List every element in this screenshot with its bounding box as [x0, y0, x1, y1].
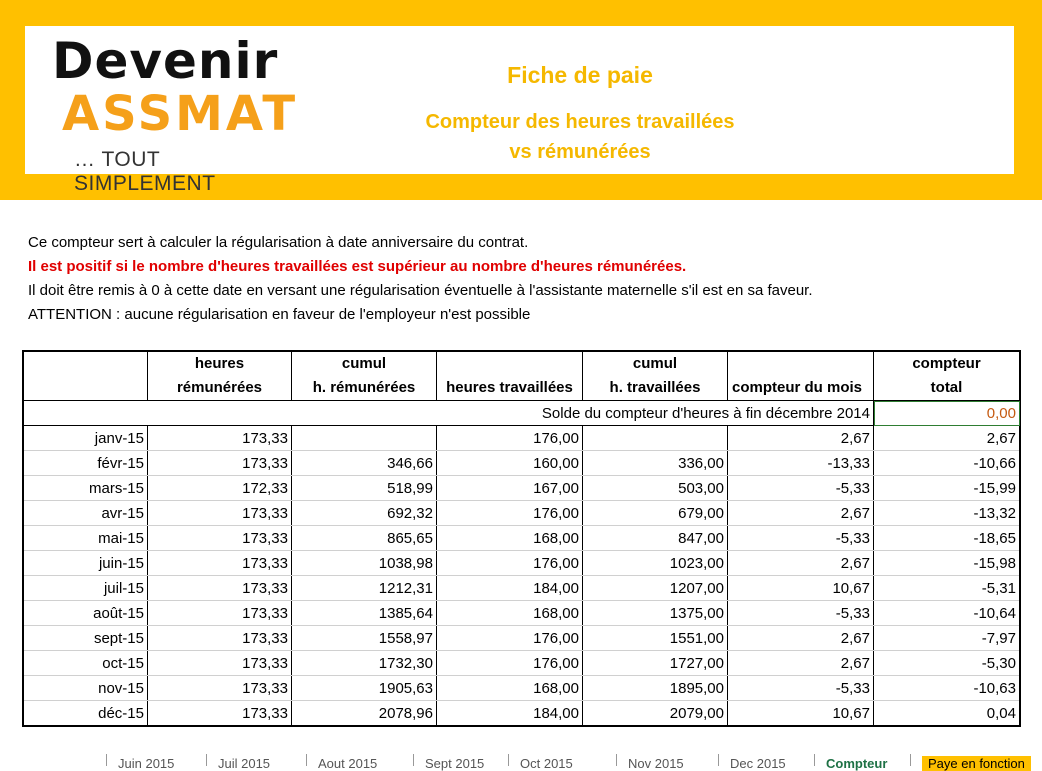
cell-heures-travaillees[interactable]: 168,00	[437, 601, 583, 626]
cell-cumul-remunerees[interactable]: 518,99	[292, 476, 437, 501]
header-banner	[0, 0, 1042, 200]
cell-compteur-total[interactable]: -13,32	[874, 501, 1021, 526]
cell-compteur-total[interactable]: -7,97	[874, 626, 1021, 651]
solde-row	[23, 401, 1020, 426]
header-line-2: total	[930, 379, 963, 396]
sheet-tab[interactable]: Nov 2015	[628, 756, 684, 771]
cell-heures-travaillees[interactable]: 176,00	[437, 426, 583, 451]
cell-compteur-mois[interactable]: -13,33	[728, 451, 874, 476]
table-row	[23, 526, 1020, 551]
cell-heures-travaillees[interactable]: 176,00	[437, 626, 583, 651]
cell-heures-remunerees[interactable]: 173,33	[148, 451, 292, 476]
table-header-row	[23, 351, 1020, 401]
cell-compteur-total[interactable]: -10,64	[874, 601, 1021, 626]
cell-cumul-remunerees[interactable]: 2078,96	[292, 701, 437, 727]
cell-cumul-remunerees[interactable]: 1905,63	[292, 676, 437, 701]
header-line-2: rémunérées	[176, 379, 263, 396]
devenir-assmat-logo	[52, 32, 299, 195]
intro-text	[28, 231, 813, 327]
table-row	[23, 576, 1020, 601]
solde-label-cell[interactable]: Solde du compteur d'heures à fin décembre 2014	[23, 401, 874, 426]
tab-separator	[718, 754, 719, 766]
header-line-2: h. rémunérées	[312, 379, 416, 396]
table-row	[23, 551, 1020, 576]
header-line-1: compteur	[912, 355, 981, 372]
cell-heures-remunerees[interactable]: 173,33	[148, 626, 292, 651]
cell-month[interactable]: oct-15	[23, 651, 148, 676]
cell-compteur-mois[interactable]: 2,67	[728, 426, 874, 451]
header-line-2: h. travaillées	[609, 379, 701, 396]
cell-heures-travaillees[interactable]: 176,00	[437, 501, 583, 526]
cell-cumul-travaillees[interactable]: 336,00	[583, 451, 728, 476]
intro-line-4[interactable]: ATTENTION : aucune régularisation en faveur de l'employeur n'est possible	[28, 306, 531, 323]
solde-value-cell[interactable]: 0,00	[874, 401, 1021, 426]
cell-cumul-travaillees[interactable]: 503,00	[583, 476, 728, 501]
tab-separator	[814, 754, 815, 766]
cell-cumul-remunerees[interactable]: 1212,31	[292, 576, 437, 601]
cell-heures-remunerees[interactable]: 173,33	[148, 551, 292, 576]
cell-cumul-travaillees[interactable]: 1727,00	[583, 651, 728, 676]
tab-separator	[616, 754, 617, 766]
intro-line-1[interactable]: Ce compteur sert à calculer la régularisation à date anniversaire du contrat.	[28, 234, 529, 251]
tab-separator	[508, 754, 509, 766]
cell-heures-remunerees[interactable]: 173,33	[148, 701, 292, 727]
header-cumul-travaillees[interactable]	[583, 351, 728, 401]
cell-compteur-total[interactable]: -15,98	[874, 551, 1021, 576]
cell-cumul-remunerees[interactable]: 346,66	[292, 451, 437, 476]
table-row	[23, 476, 1020, 501]
header-line-1: heures	[194, 355, 245, 372]
logo-tagline: … TOUT SIMPLEMENT	[74, 148, 216, 195]
cell-heures-travaillees[interactable]: 168,00	[437, 676, 583, 701]
table-row	[23, 426, 1020, 451]
subtitle-line-1: Compteur des heures travaillées	[425, 111, 735, 133]
cell-compteur-mois[interactable]: -5,33	[728, 676, 874, 701]
cell-compteur-mois[interactable]: 10,67	[728, 576, 874, 601]
subtitle-line-2: vs rémunérées	[509, 141, 651, 163]
table-row	[23, 651, 1020, 676]
cell-month[interactable]: sept-15	[23, 626, 148, 651]
cell-heures-remunerees[interactable]: 173,33	[148, 426, 292, 451]
cell-month[interactable]: déc-15	[23, 701, 148, 727]
cell-compteur-mois[interactable]: -5,33	[728, 476, 874, 501]
cell-cumul-travaillees[interactable]	[583, 426, 728, 451]
cell-compteur-total[interactable]: -10,66	[874, 451, 1021, 476]
cell-cumul-travaillees[interactable]: 847,00	[583, 526, 728, 551]
tab-separator	[206, 754, 207, 766]
cell-month[interactable]: mai-15	[23, 526, 148, 551]
cell-heures-travaillees[interactable]: 184,00	[437, 701, 583, 727]
cell-compteur-mois[interactable]: 2,67	[728, 626, 874, 651]
cell-heures-remunerees[interactable]: 173,33	[148, 576, 292, 601]
tab-separator	[910, 754, 911, 766]
table-row	[23, 676, 1020, 701]
cell-heures-travaillees[interactable]: 160,00	[437, 451, 583, 476]
cell-compteur-total[interactable]: -10,63	[874, 676, 1021, 701]
sheet-tab[interactable]: Juil 2015	[218, 756, 271, 771]
header-cumul-remunerees[interactable]	[292, 351, 437, 401]
cell-heures-remunerees[interactable]: 172,33	[148, 476, 292, 501]
cell-heures-travaillees[interactable]: 176,00	[437, 551, 583, 576]
cell-cumul-remunerees[interactable]	[292, 426, 437, 451]
sheet-tab[interactable]: Aout 2015	[318, 756, 378, 771]
cell-heures-remunerees[interactable]: 173,33	[148, 501, 292, 526]
cell-cumul-travaillees[interactable]: 679,00	[583, 501, 728, 526]
cell-month[interactable]: nov-15	[23, 676, 148, 701]
cell-cumul-travaillees[interactable]: 1895,00	[583, 676, 728, 701]
table-row	[23, 626, 1020, 651]
cell-compteur-mois[interactable]: 2,67	[728, 651, 874, 676]
header-line-1: cumul	[632, 355, 678, 372]
header-heures-remunerees[interactable]	[148, 351, 292, 401]
cell-cumul-travaillees[interactable]: 1551,00	[583, 626, 728, 651]
header-compteur-total[interactable]	[874, 351, 1021, 401]
sheet-tab[interactable]: Compteur	[826, 756, 888, 771]
cell-heures-remunerees[interactable]: 173,33	[148, 526, 292, 551]
cell-cumul-remunerees[interactable]: 865,65	[292, 526, 437, 551]
cell-cumul-travaillees[interactable]: 1023,00	[583, 551, 728, 576]
logo-text-assmat: ASSMAT	[62, 86, 299, 142]
table-row	[23, 501, 1020, 526]
cell-compteur-mois[interactable]: 10,67	[728, 701, 874, 727]
cell-month[interactable]: juil-15	[23, 576, 148, 601]
table-body	[23, 426, 1020, 727]
cell-cumul-travaillees[interactable]: 1375,00	[583, 601, 728, 626]
cell-heures-travaillees[interactable]: 176,00	[437, 651, 583, 676]
sheet-tab[interactable]: Sept 2015	[425, 756, 485, 771]
tab-separator	[306, 754, 307, 766]
cell-month[interactable]: janv-15	[23, 426, 148, 451]
intro-line-warning[interactable]: Il est positif si le nombre d'heures travaillées est supérieur au nombre d'heures rémunérées.	[28, 258, 687, 275]
header-line-2: heures travaillées	[446, 379, 573, 396]
cell-heures-remunerees[interactable]: 173,33	[148, 676, 292, 701]
logo-text-devenir: Devenir	[52, 32, 279, 90]
sheet-tab[interactable]: Oct 2015	[520, 756, 573, 771]
cell-compteur-total[interactable]: -15,99	[874, 476, 1021, 501]
cell-compteur-total[interactable]: 2,67	[874, 426, 1021, 451]
cell-cumul-remunerees[interactable]: 1038,98	[292, 551, 437, 576]
table-row	[23, 601, 1020, 626]
cell-compteur-total[interactable]: 0,04	[874, 701, 1021, 727]
hours-counter-table	[22, 350, 1021, 727]
cell-compteur-mois[interactable]: -5,33	[728, 526, 874, 551]
sheet-tabs-bar	[0, 754, 1042, 771]
cell-heures-travaillees[interactable]: 167,00	[437, 476, 583, 501]
cell-month[interactable]: avr-15	[23, 501, 148, 526]
cell-compteur-total[interactable]: -5,31	[874, 576, 1021, 601]
cell-heures-remunerees[interactable]: 173,33	[148, 651, 292, 676]
cell-compteur-total[interactable]: -5,30	[874, 651, 1021, 676]
header-cell-month[interactable]	[23, 351, 148, 401]
cell-month[interactable]: févr-15	[23, 451, 148, 476]
cell-compteur-total[interactable]: -18,65	[874, 526, 1021, 551]
cell-cumul-remunerees[interactable]: 692,32	[292, 501, 437, 526]
tab-separator	[106, 754, 107, 766]
cell-cumul-remunerees[interactable]: 1732,30	[292, 651, 437, 676]
header-line-1: cumul	[341, 355, 387, 372]
cell-cumul-remunerees[interactable]: 1385,64	[292, 601, 437, 626]
table-row	[23, 451, 1020, 476]
cell-compteur-mois[interactable]: -5,33	[728, 601, 874, 626]
intro-line-3[interactable]: Il doit être remis à 0 à cette date en versant une régularisation éventuelle à l'assistante maternelle s'il est en sa faveur.	[28, 282, 813, 299]
table-row	[23, 701, 1020, 727]
sheet-tab[interactable]: Paye en fonction	[922, 756, 1031, 771]
header-compteur-mois[interactable]	[728, 351, 874, 401]
cell-cumul-travaillees[interactable]: 2079,00	[583, 701, 728, 727]
cell-cumul-travaillees[interactable]: 1207,00	[583, 576, 728, 601]
cell-heures-travaillees[interactable]: 168,00	[437, 526, 583, 551]
sheet-tab[interactable]: Juin 2015	[118, 756, 175, 771]
cell-month[interactable]: mars-15	[23, 476, 148, 501]
cell-cumul-remunerees[interactable]: 1558,97	[292, 626, 437, 651]
cell-month[interactable]: août-15	[23, 601, 148, 626]
header-line-2: compteur du mois	[732, 379, 863, 396]
cell-heures-travaillees[interactable]: 184,00	[437, 576, 583, 601]
header-panel	[25, 26, 1014, 195]
page-title: Fiche de paie	[507, 62, 653, 88]
cell-heures-remunerees[interactable]: 173,33	[148, 601, 292, 626]
cell-compteur-mois[interactable]: 2,67	[728, 551, 874, 576]
cell-month[interactable]: juin-15	[23, 551, 148, 576]
tab-separator	[413, 754, 414, 766]
title-block	[415, 62, 745, 167]
header-heures-travaillees[interactable]	[437, 351, 583, 401]
cell-compteur-mois[interactable]: 2,67	[728, 501, 874, 526]
sheet-tab[interactable]: Dec 2015	[730, 756, 786, 771]
page-subtitle	[415, 107, 745, 167]
